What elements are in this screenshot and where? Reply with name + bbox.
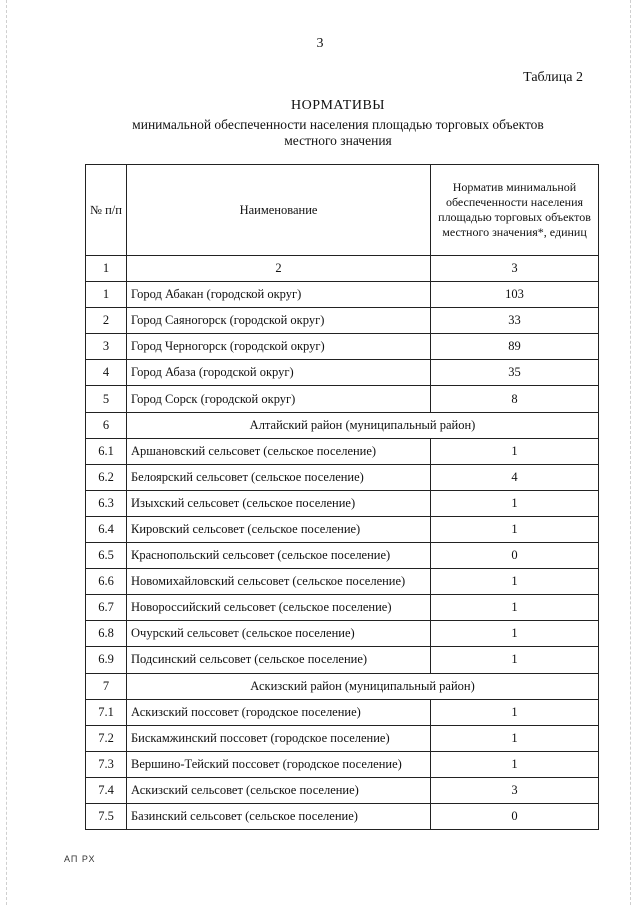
row-number: 6.1: [86, 438, 127, 464]
row-name: Новороссийский сельсовет (сельское поселение): [127, 595, 431, 621]
row-number: 4: [86, 360, 127, 386]
table-row: [86, 777, 599, 803]
row-number: 2: [86, 308, 127, 334]
row-number: 6.5: [86, 543, 127, 569]
row-number: 7.2: [86, 725, 127, 751]
row-name: Город Саяногорск (городской округ): [127, 308, 431, 334]
row-name: Краснопольский сельсовет (сельское поселение): [127, 543, 431, 569]
row-number: 5: [86, 386, 127, 412]
row-name: Аскизский поссовет (городское поселение): [127, 699, 431, 725]
row-number: 7.5: [86, 803, 127, 829]
document-title: НОРМАТИВЫ: [290, 98, 386, 113]
row-name: Кировский сельсовет (сельское поселение): [127, 516, 431, 542]
row-name: Город Черногорск (городской округ): [127, 334, 431, 360]
table-label: Таблица 2: [523, 70, 583, 85]
row-name: Белоярский сельсовет (сельское поселение): [127, 464, 431, 490]
row-name: Очурский сельсовет (сельское поселение): [127, 621, 431, 647]
table-row: [86, 699, 599, 725]
row-number: 7.3: [86, 751, 127, 777]
row-name: Вершино-Тейский поссовет (городское поселение): [127, 751, 431, 777]
table-row: [86, 543, 599, 569]
row-number: 6.4: [86, 516, 127, 542]
row-value: 8: [431, 386, 599, 412]
footer-stamp: АП РХ: [64, 854, 96, 864]
column-number: 2: [127, 256, 431, 282]
header-num: № п/п: [86, 165, 127, 256]
row-number: 6.6: [86, 569, 127, 595]
row-value: 1: [431, 438, 599, 464]
table-row: [86, 516, 599, 542]
document-subtitle: [0, 117, 640, 149]
row-value: 0: [431, 803, 599, 829]
row-number: 7.1: [86, 699, 127, 725]
row-value: 1: [431, 725, 599, 751]
row-name: Аршановский сельсовет (сельское поселение): [127, 438, 431, 464]
row-value: 1: [431, 699, 599, 725]
row-name: Аскизский сельсовет (сельское поселение): [127, 777, 431, 803]
norms-table: [85, 164, 599, 830]
header-name: Наименование: [127, 165, 431, 256]
row-number: 7: [86, 673, 127, 699]
table-row: [86, 412, 599, 438]
row-value: 1: [431, 569, 599, 595]
row-number: 3: [86, 334, 127, 360]
subtitle-line-2: местного значения: [284, 133, 392, 148]
header-value: Норматив минимальной обеспеченности населения площадью торговых объектов местного значения*, единиц: [431, 165, 599, 256]
table-row: [86, 621, 599, 647]
row-name: Базинский сельсовет (сельское поселение): [127, 803, 431, 829]
group-name: Аскизский район (муниципальный район): [127, 673, 599, 699]
table-row: [86, 595, 599, 621]
row-value: 1: [431, 490, 599, 516]
row-name: Город Сорск (городской округ): [127, 386, 431, 412]
row-value: 89: [431, 334, 599, 360]
table-row: [86, 490, 599, 516]
row-name: Город Абаза (городской округ): [127, 360, 431, 386]
row-value: 1: [431, 621, 599, 647]
table-row: [86, 464, 599, 490]
table-row: [86, 751, 599, 777]
table-row: [86, 647, 599, 673]
table-header-row: [86, 165, 599, 256]
table-row: [86, 438, 599, 464]
row-value: 1: [431, 516, 599, 542]
table-row: [86, 725, 599, 751]
row-value: 35: [431, 360, 599, 386]
table-row: [86, 569, 599, 595]
table-row: [86, 308, 599, 334]
row-name: Изыхский сельсовет (сельское поселение): [127, 490, 431, 516]
row-name: Подсинский сельсовет (сельское поселение): [127, 647, 431, 673]
row-value: 0: [431, 543, 599, 569]
column-number: 1: [86, 256, 127, 282]
row-number: 6.8: [86, 621, 127, 647]
row-value: 3: [431, 777, 599, 803]
row-value: 103: [431, 282, 599, 308]
row-value: 1: [431, 751, 599, 777]
subtitle-line-1: минимальной обеспеченности населения площадью торговых объектов: [132, 117, 544, 132]
table-row: [86, 803, 599, 829]
page-number: 3: [316, 36, 324, 51]
column-number-row: [86, 256, 599, 282]
row-number: 1: [86, 282, 127, 308]
row-number: 6.3: [86, 490, 127, 516]
row-number: 6.2: [86, 464, 127, 490]
table-row: [86, 673, 599, 699]
table-row: [86, 386, 599, 412]
row-value: 1: [431, 595, 599, 621]
row-number: 6.7: [86, 595, 127, 621]
row-value: 4: [431, 464, 599, 490]
row-name: Бискамжинский поссовет (городское поселение): [127, 725, 431, 751]
row-name: Новомихайловский сельсовет (сельское поселение): [127, 569, 431, 595]
row-value: 1: [431, 647, 599, 673]
row-number: 6: [86, 412, 127, 438]
row-name: Город Абакан (городской округ): [127, 282, 431, 308]
row-number: 6.9: [86, 647, 127, 673]
column-number: 3: [431, 256, 599, 282]
row-value: 33: [431, 308, 599, 334]
table-row: [86, 282, 599, 308]
table-row: [86, 360, 599, 386]
group-name: Алтайский район (муниципальный район): [127, 412, 599, 438]
row-number: 7.4: [86, 777, 127, 803]
table-row: [86, 334, 599, 360]
